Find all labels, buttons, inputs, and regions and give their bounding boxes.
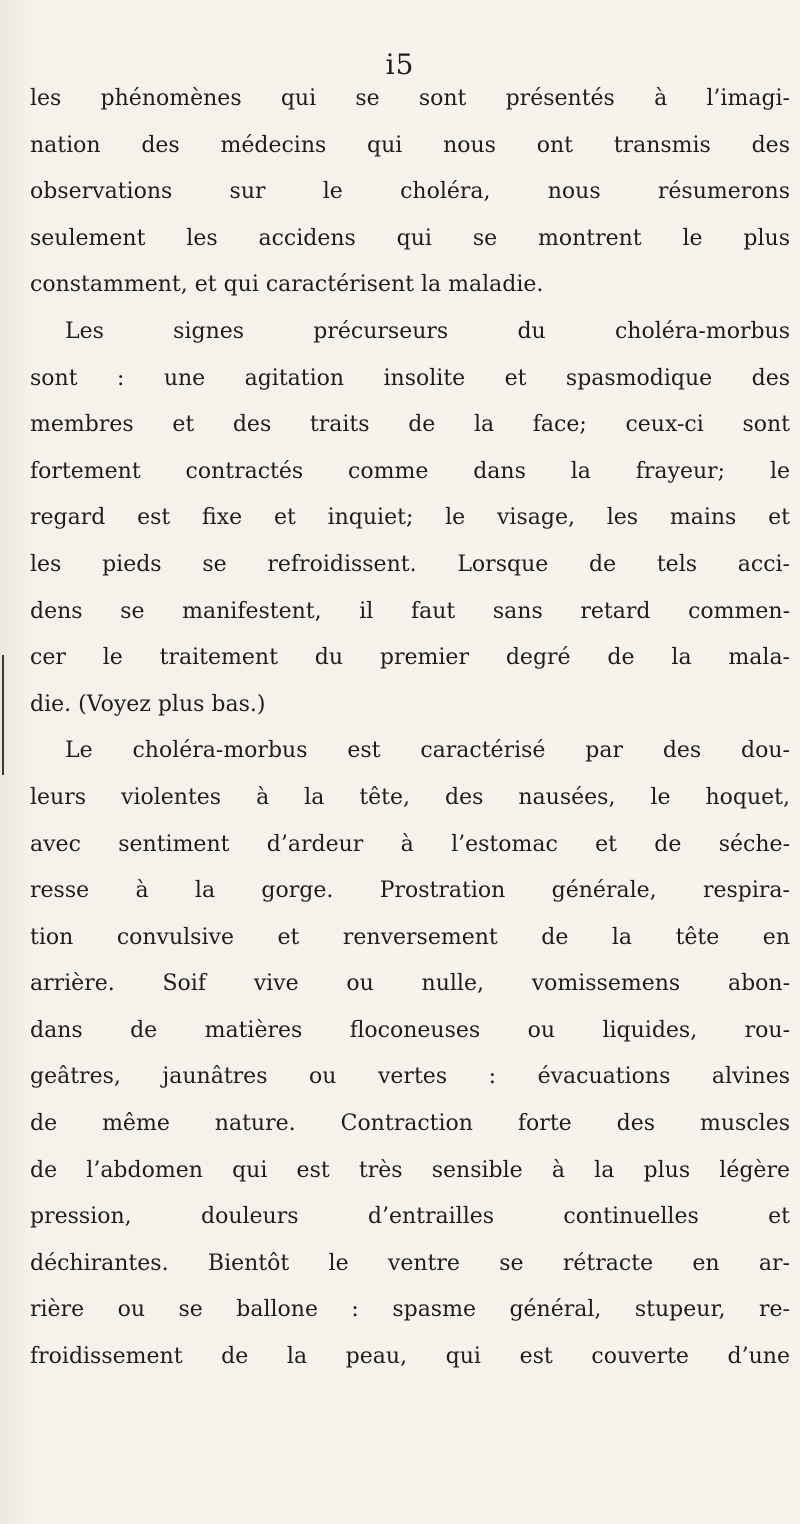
text-line: les pieds se refroidissent. Lorsque de tels acci- (30, 551, 790, 577)
text-line: dans de matières floconeuses ou liquides, rou- (30, 1017, 790, 1043)
text-line: de même nature. Contraction forte des muscles (30, 1111, 790, 1137)
text-line: regard est fixe et inquiet; le visage, les mains et (30, 505, 790, 531)
text-line: geâtres, jaunâtres ou vertes : évacuations alvines (30, 1064, 790, 1090)
text-line: pression, douleurs d’entrailles continuelles et (30, 1204, 790, 1230)
text-line: nation des médecins qui nous ont transmis des (30, 132, 790, 158)
text-line: froidissement de la peau, qui est couverte d’une (30, 1344, 790, 1370)
margin-rule (2, 655, 4, 775)
text-line: membres et des traits de la face; ceux-ci sont (30, 412, 790, 438)
paragraph-start-line: Le choléra-morbus est caractérisé par des dou- (65, 738, 790, 764)
text-line: die. (Voyez plus bas.) (30, 691, 266, 717)
text-line: cer le traitement du premier degré de la mala- (30, 645, 790, 671)
text-line: arrière. Soif vive ou nulle, vomissemens abon- (30, 971, 790, 997)
text-line: fortement contractés comme dans la frayeur; le (30, 458, 790, 484)
text-line: rière ou se ballone : spasme général, stupeur, re- (30, 1297, 790, 1323)
page-number: i5 (385, 48, 415, 81)
text-line: resse à la gorge. Prostration générale, respira- (30, 878, 790, 904)
text-line: avec sentiment d’ardeur à l’estomac et de séche- (30, 831, 790, 857)
text-line: déchirantes. Bientôt le ventre se rétracte en ar- (30, 1250, 790, 1276)
text-line: observations sur le choléra, nous résumerons (30, 179, 790, 205)
text-line: sont : une agitation insolite et spasmodique des (30, 365, 790, 391)
text-line: constamment, et qui caractérisent la maladie. (30, 272, 544, 298)
body-text (30, 76, 790, 1381)
text-line: leurs violentes à la tête, des nausées, le hoquet, (30, 784, 790, 810)
text-line: de l’abdomen qui est très sensible à la plus légère (30, 1157, 790, 1183)
text-line: dens se manifestent, il faut sans retard commen- (30, 598, 790, 624)
text-line: seulement les accidens qui se montrent le plus (30, 225, 790, 251)
paragraph-start-line: Les signes précurseurs du choléra-morbus (65, 318, 790, 344)
text-line: tion convulsive et renversement de la tête en (30, 924, 790, 950)
text-line: les phénomènes qui se sont présentés à l’imagi- (30, 86, 790, 111)
